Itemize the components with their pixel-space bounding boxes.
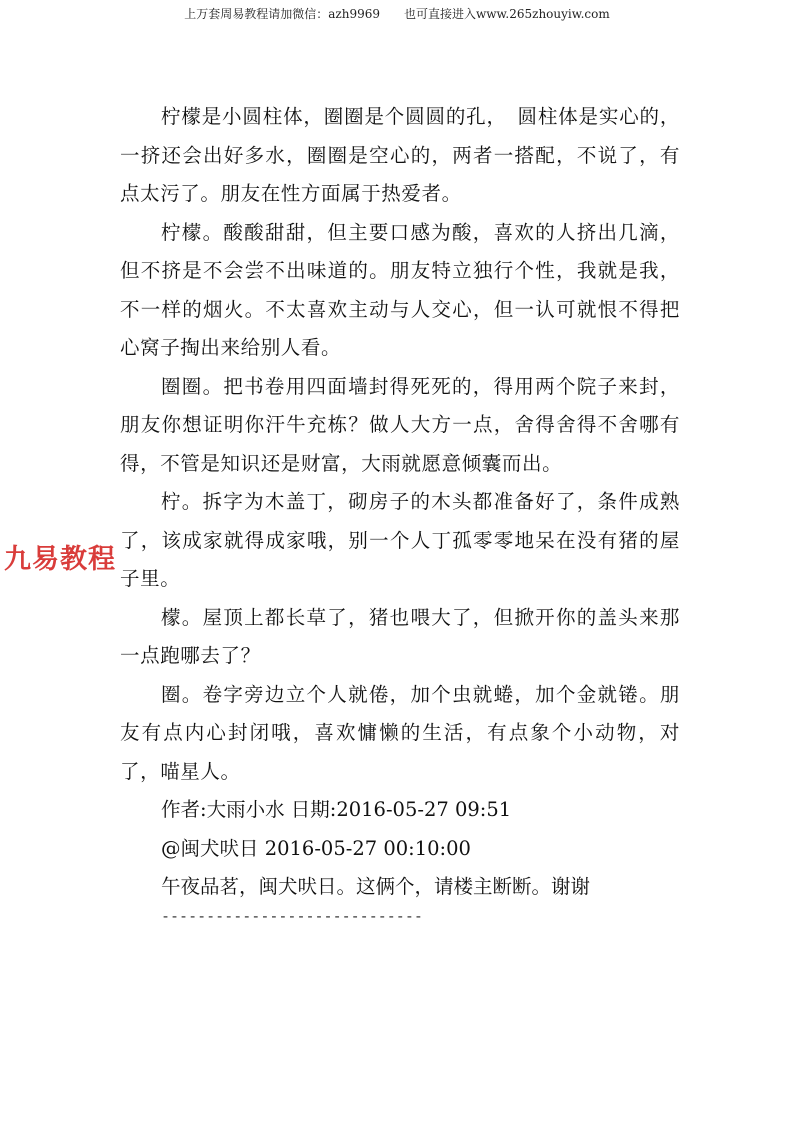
dashed-divider: ----------------------------- — [161, 906, 423, 925]
reply-text-line: 午夜品茗，闽犬吠日。这俩个，请楼主断断。谢谢 — [161, 875, 591, 898]
quoted-reply-line: @闽犬吠日 2016-05-27 00:10:00 — [161, 836, 471, 860]
document-body — [120, 98, 680, 923]
paragraph-2: 柠檬。酸酸甜甜，但主要口感为酸，喜欢的人挤出几滴，但不挤是不会尝不出味道的。朋友特立独行个性，我就是我，不一样的烟火。不太喜欢主动与人交心，但一认可就恨不得把心窝子掏出来给别人看。 — [120, 220, 680, 359]
paragraph-1: 柠檬是小圆柱体，圈圈是个圆圆的孔， 圆柱体是实心的，一挤还会出好多水，圈圈是空心的，两者一搭配，不说了，有点太污了。朋友在性方面属于热爱者。 — [120, 105, 680, 205]
page-header: 上万套周易教程请加微信：azh9969 也可直接进入www.265zhouyiw.com — [184, 7, 610, 21]
paragraph-6: 圈。卷字旁边立个人就倦，加个虫就蜷，加个金就锩。朋友有点内心封闭哦，喜欢慵懒的生活，有点象个小动物，对了，喵星人。 — [120, 682, 680, 783]
paragraph-5: 檬。屋顶上都长草了，猪也喂大了，但掀开你的盖头来那一点跑哪去了？ — [120, 605, 680, 667]
paragraph-3: 圈圈。把书卷用四面墙封得死死的，得用两个院子来封，朋友你想证明你汗牛充栋？做人大方一点，舍得舍得不舍哪有得，不管是知识还是财富，大雨就愿意倾囊而出。 — [120, 374, 680, 475]
author-date-line: 作者:大雨小水 日期:2016-05-27 09:51 — [161, 798, 512, 821]
paragraph-4: 柠。拆字为木盖丁，砌房子的木头都准备好了，条件成熟了，该成家就得成家哦，别一个人丁孤零零地呆在没有猪的屋子里。 — [120, 490, 680, 590]
watermark-logo: 九易教程 — [4, 544, 116, 575]
